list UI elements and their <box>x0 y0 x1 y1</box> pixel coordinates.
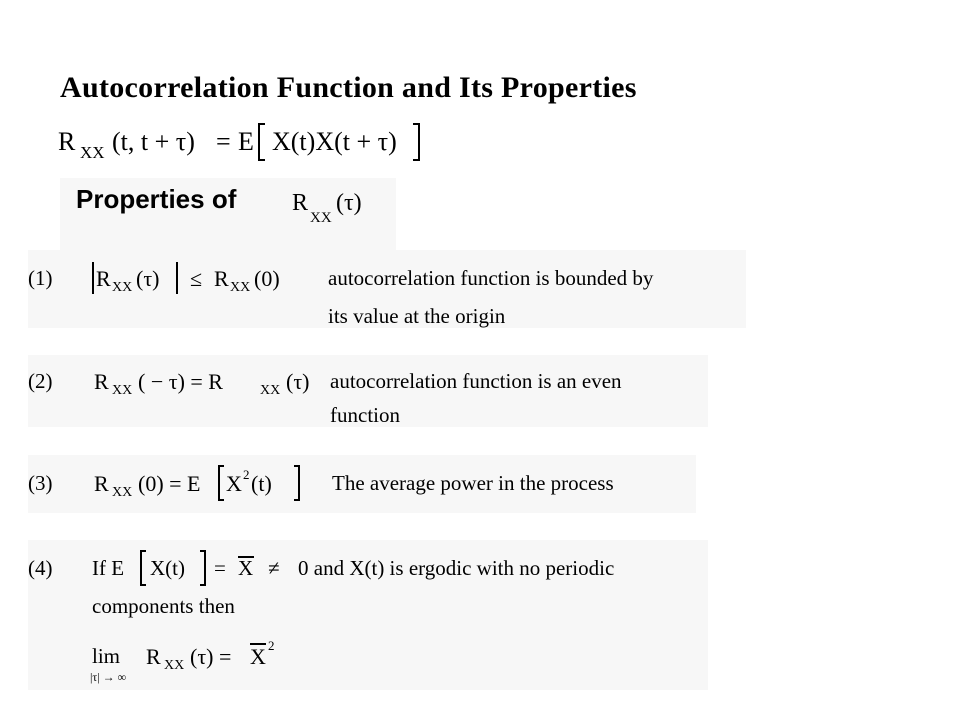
slide-title: Autocorrelation Function and Its Properties <box>60 71 637 104</box>
r: R <box>214 266 229 291</box>
xx: XX <box>230 280 251 295</box>
left-bracket <box>258 123 265 161</box>
property-desc-line2: components then <box>92 594 235 618</box>
lim-operator: lim <box>92 644 121 668</box>
property-4 <box>28 540 708 690</box>
property-1 <box>28 250 746 328</box>
eq-inner: X(t)X(t + τ) <box>272 127 397 156</box>
property-number: (3) <box>28 471 53 495</box>
right-bracket <box>294 465 300 501</box>
arg: (τ) <box>136 266 160 291</box>
eq-args: (t, t + τ) <box>112 127 195 156</box>
r: R <box>146 644 161 669</box>
not-equal-symbol: ≠ <box>268 556 280 580</box>
properties-heading-text: Properties of <box>76 184 237 214</box>
mean-xbar: X <box>238 556 254 580</box>
eq-equals: = <box>216 127 231 156</box>
xx: XX <box>164 658 185 673</box>
property-number: (2) <box>28 369 53 393</box>
eq-expectation: E <box>238 127 254 156</box>
right-bracket <box>413 123 420 161</box>
properties-heading <box>60 178 396 250</box>
property-number: (4) <box>28 556 53 580</box>
xbar: X <box>250 644 266 669</box>
mean-inner: X(t) <box>150 556 185 580</box>
if-expectation: If E <box>92 556 125 580</box>
left-bracket <box>140 550 146 586</box>
arg: (τ) <box>286 369 310 394</box>
r: R <box>96 266 111 291</box>
heading-r: R <box>292 190 309 216</box>
property-desc-line2: its value at the origin <box>328 304 506 328</box>
t: (t) <box>251 471 272 496</box>
superscript: 2 <box>268 638 275 653</box>
xx: XX <box>112 280 133 295</box>
property-desc-line1: 0 and X(t) is ergodic with no periodic <box>298 556 615 580</box>
equals: = <box>214 556 226 580</box>
arg: (τ) = <box>190 644 232 669</box>
property-2 <box>28 355 708 427</box>
arg: ( − τ) = R <box>138 369 223 394</box>
lim-subscript: |τ| → ∞ <box>90 670 127 684</box>
arg: (0) = E <box>138 471 201 496</box>
property-desc-line1: The average power in the process <box>332 471 614 495</box>
property-3 <box>28 455 696 513</box>
eq-xx-subscript: XX <box>80 143 105 162</box>
xx: XX <box>260 383 281 398</box>
right-bracket <box>200 550 206 586</box>
superscript: 2 <box>243 467 250 482</box>
x: X <box>226 471 242 496</box>
xx: XX <box>112 485 133 500</box>
abs-bar-left <box>92 262 94 294</box>
property-number: (1) <box>28 266 53 290</box>
r: R <box>94 369 109 394</box>
r: R <box>94 471 109 496</box>
abs-bar-right <box>176 262 178 294</box>
left-bracket <box>218 465 224 501</box>
property-desc-line2: function <box>330 403 400 427</box>
arg: (0) <box>254 266 280 291</box>
property-desc-line1: autocorrelation function is an even <box>330 369 622 393</box>
le-symbol: ≤ <box>190 266 203 291</box>
heading-arg: (τ) <box>336 190 362 216</box>
heading-xx: XX <box>310 210 332 226</box>
xx: XX <box>112 383 133 398</box>
eq-r: R <box>58 127 76 156</box>
property-desc-line1: autocorrelation function is bounded by <box>328 266 654 290</box>
